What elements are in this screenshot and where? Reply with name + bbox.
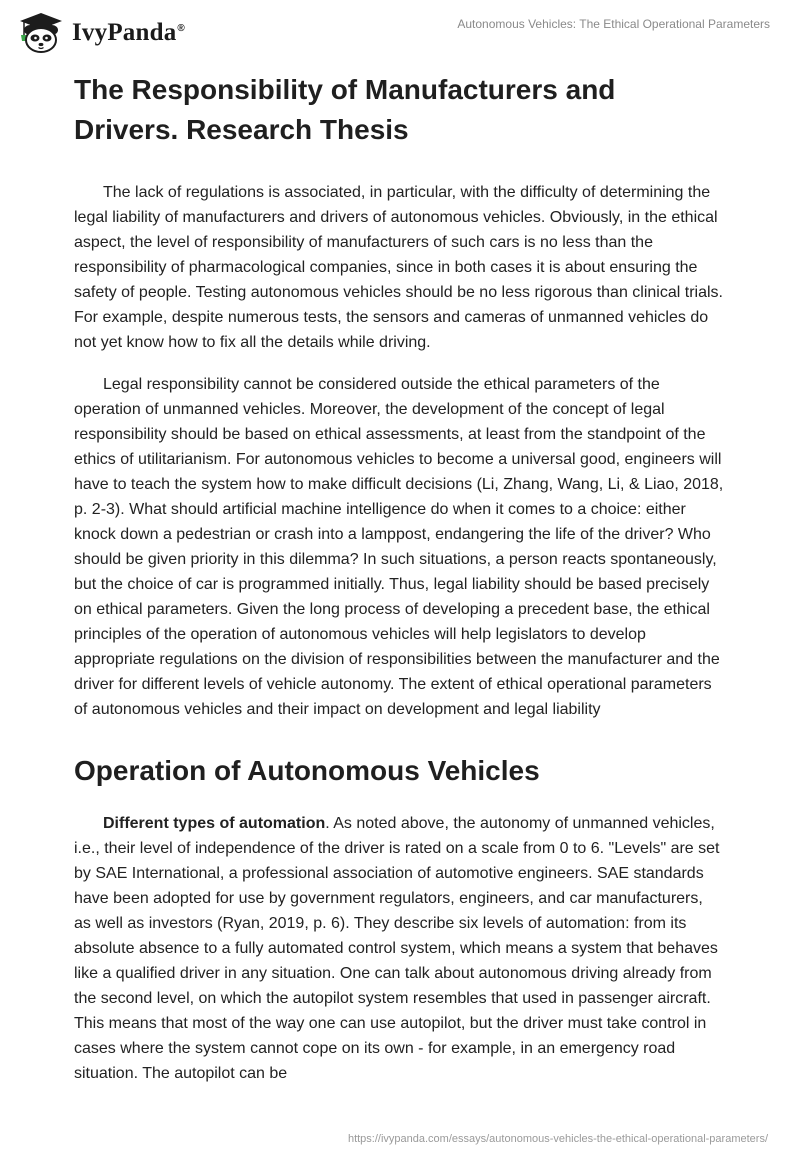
registered-mark: ® xyxy=(177,22,185,34)
section-spacer xyxy=(74,739,724,753)
brand-logo[interactable] xyxy=(14,10,185,54)
source-url-link[interactable]: https://ivypanda.com/essays/autonomous-vehicles-the-ethical-operational-parameters/ xyxy=(347,1133,768,1145)
brand-name-text: IvyPanda xyxy=(72,19,177,46)
paragraph-lead: Different types of automation xyxy=(103,815,326,832)
page-header xyxy=(0,0,800,60)
brand-name xyxy=(72,19,185,47)
paragraph: Legal responsibility cannot be considered outside the ethical parameters of the operation of unmanned vehicles. Moreover, the development of the concept of legal responsibility should be based on ethical assessments, at least from the standpoint of the ethics of utilitarianism. For autonomous vehicles to become a universal good, engineers will have to teach the system how to make difficult decisions (Li, Zhang, Wang, Li, & Liao, 2018, p. 2-3). What should artificial machine intelligence do when it comes to a choice: either knock down a pedestrian or crash into a lamppost, endangering the life of the driver? Who should be given priority in this dilemma? In such situations, a person reacts spontaneously, but the choice of car is programmed initially. Thus, legal liability should be based precisely on ethical parameters. Given the long process of developing a precedent base, the ethical principles of the operation of autonomous vehicles will help legislators to develop appropriate regulations on the division of responsibilities between the manufacturer and the driver for different levels of vehicle autonomy. The extent of ethical operational parameters of autonomous vehicles and their impact on development and legal liability xyxy=(74,376,724,718)
paragraph-text: . As noted above, the autonomy of unmanned vehicles, i.e., their level of independence of the driver is rated on a scale from 0 to 6. "Levels" are set by SAE International, a professional association of automotive engineers. SAE standards have been adopted for use by government regulators, engineers, and car manufacturers, as well as investors (Ryan, 2019, p. 6). They describe six levels of automation: from its absolute absence to a fully automated control system, which means a system that behaves like a qualified driver in any situation. One can talk about autonomous driving already from the second level, on which the autopilot system resembles that used in passenger aircraft. This means that most of the way one can use autopilot, but the driver must take control in cases where the system cannot cope on its own - for example, in an emergency road situation. The autopilot can be xyxy=(74,815,720,1082)
paragraph xyxy=(74,811,724,1086)
article-body xyxy=(74,70,724,1103)
article-title: The Responsibility of Manufacturers and Drivers. Research Thesis xyxy=(74,74,616,145)
paragraph: The lack of regulations is associated, in particular, with the difficulty of determining the legal liability of manufacturers and drivers of autonomous vehicles. Obviously, in the ethical aspect, the level of responsibility of manufacturers of such cars is no less than the responsibility of pharmacological companies, since in both cases it is about ensuring the safety of people. Testing autonomous vehicles should be no less rigorous than clinical trials. For example, despite numerous tests, the sensors and cameras of unmanned vehicles do not yet know how to fix all the details while driving. xyxy=(74,184,723,351)
section-heading: Operation of Autonomous Vehicles xyxy=(74,755,540,786)
panda-logo-icon xyxy=(14,10,68,54)
running-title: Autonomous Vehicles: The Ethical Operational Parameters xyxy=(457,17,770,31)
